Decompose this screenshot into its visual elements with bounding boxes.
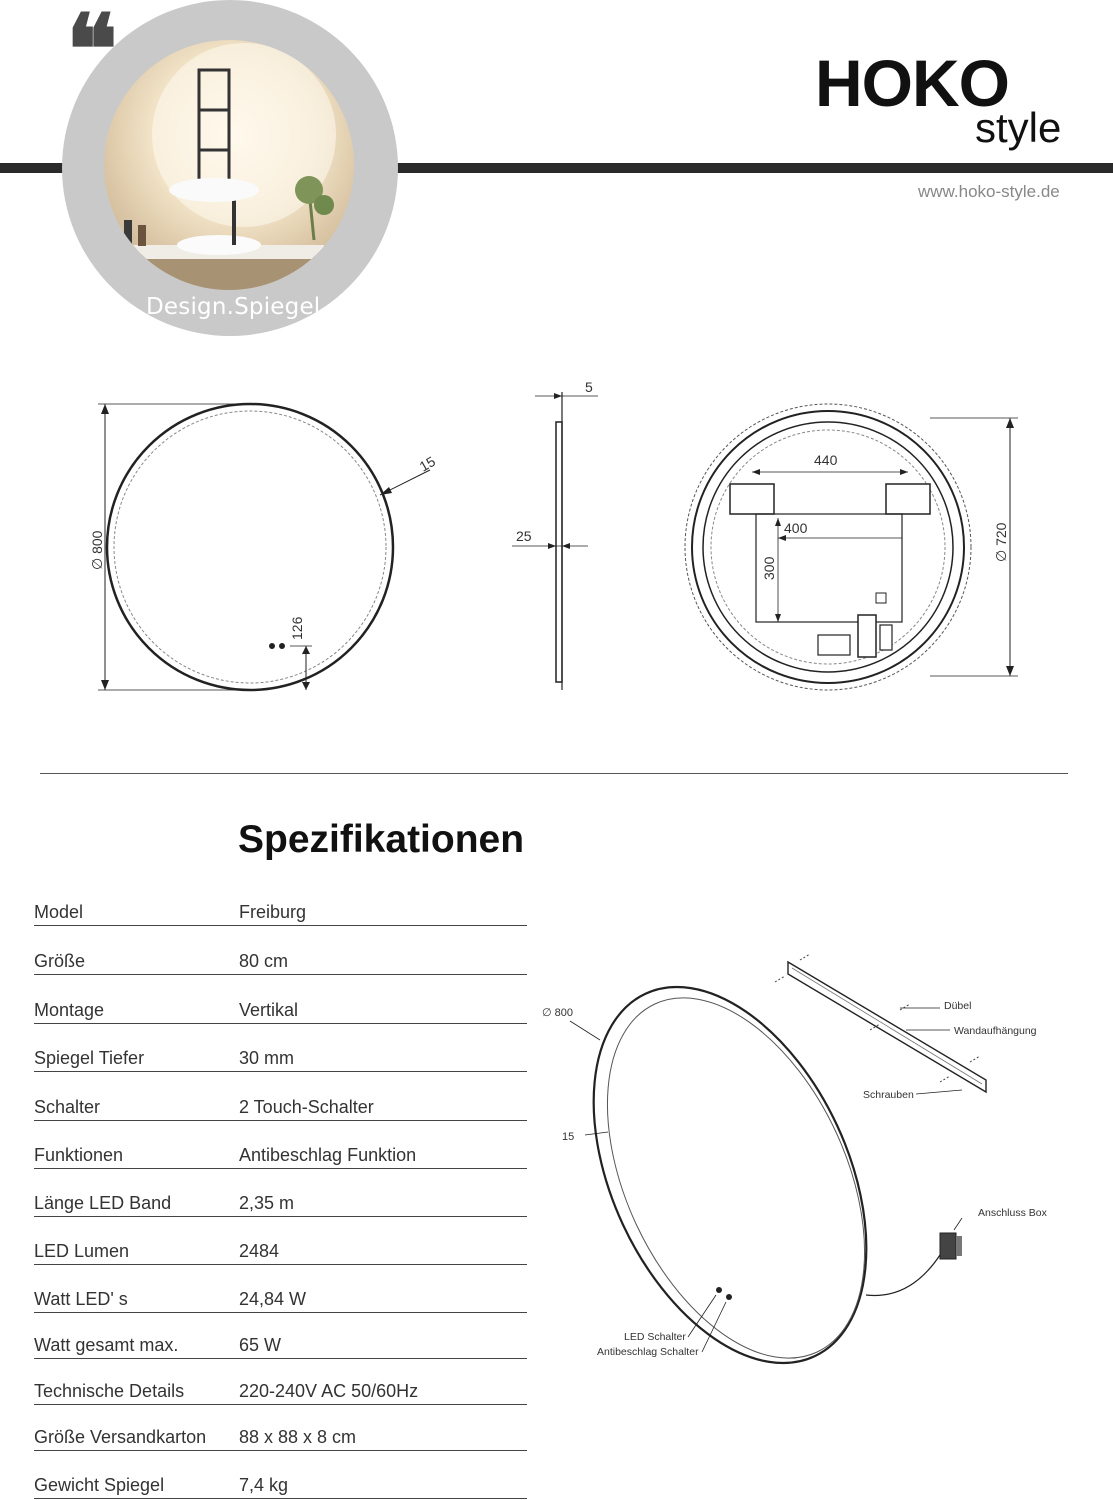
front-diameter-label: ∅ 800 bbox=[89, 530, 105, 570]
connection-box bbox=[866, 1218, 962, 1296]
back-width-top-label: 440 bbox=[814, 452, 838, 468]
brand-logo-sub: style bbox=[975, 104, 1062, 151]
spec-row bbox=[34, 1186, 527, 1217]
brand-logo: HOKO bbox=[815, 46, 1009, 120]
iso-wall-mount-label: Wandaufhängung bbox=[954, 1025, 1037, 1037]
front-frame-label: 15 bbox=[416, 452, 438, 475]
spec-value: Freiburg bbox=[239, 902, 307, 922]
back-width-inner-label: 400 bbox=[784, 520, 808, 536]
spec-value: 80 cm bbox=[239, 951, 289, 971]
spec-row bbox=[34, 1282, 527, 1313]
back-diameter-label: ∅ 720 bbox=[993, 522, 1009, 562]
iso-antifog-switch-label: Antibeschlag Schalter bbox=[597, 1346, 699, 1358]
spec-value: 65 W bbox=[239, 1335, 282, 1355]
spec-label: Größe bbox=[34, 951, 86, 971]
iso-frame-label: 15 bbox=[562, 1131, 575, 1143]
front-view-drawing bbox=[89, 404, 438, 690]
spec-row bbox=[34, 944, 527, 975]
spec-label: Model bbox=[34, 902, 84, 922]
spec-value: 88 x 88 x 8 cm bbox=[239, 1427, 357, 1447]
spec-row bbox=[34, 1090, 527, 1121]
spec-label: Spiegel Tiefer bbox=[34, 1048, 145, 1068]
hero-caption: Design.Spiegel bbox=[146, 294, 321, 320]
spec-label: LED Lumen bbox=[34, 1241, 130, 1261]
spec-row bbox=[34, 1328, 527, 1359]
spec-label: Schalter bbox=[34, 1097, 101, 1117]
spec-row bbox=[34, 895, 527, 926]
spec-value: 30 mm bbox=[239, 1048, 295, 1068]
side-depth-label: 25 bbox=[516, 528, 532, 544]
specs-title: Spezifikationen bbox=[238, 818, 525, 861]
spec-value: 24,84 W bbox=[239, 1289, 307, 1309]
side-thickness-label: 5 bbox=[585, 379, 593, 395]
spec-value: 2,35 m bbox=[239, 1193, 295, 1213]
section-divider bbox=[40, 773, 1068, 774]
mounting-drawing bbox=[530, 950, 1113, 1370]
spec-row bbox=[34, 1041, 527, 1072]
quote-icon: ❝ bbox=[66, 0, 118, 106]
iso-led-switch-label: LED Schalter bbox=[624, 1331, 686, 1343]
spec-label: Funktionen bbox=[34, 1145, 124, 1165]
spec-value: Vertikal bbox=[239, 1000, 299, 1020]
spec-label: Größe Versandkarton bbox=[34, 1427, 207, 1447]
front-switch-height-label: 126 bbox=[289, 616, 305, 640]
spec-row bbox=[34, 1374, 527, 1405]
spec-value: 2484 bbox=[239, 1241, 280, 1261]
spec-row bbox=[34, 1234, 527, 1265]
spec-label: Länge LED Band bbox=[34, 1193, 172, 1213]
hero-image bbox=[104, 40, 354, 290]
iso-box-label: Anschluss Box bbox=[978, 1207, 1047, 1219]
iso-diameter-label: ∅ 800 bbox=[542, 1007, 573, 1019]
spec-value: 2 Touch-Schalter bbox=[239, 1097, 374, 1117]
back-view-drawing bbox=[685, 404, 1018, 690]
spec-value: Antibeschlag Funktion bbox=[239, 1145, 417, 1165]
spec-label: Technische Details bbox=[34, 1381, 185, 1401]
spec-row bbox=[34, 993, 527, 1024]
spec-row bbox=[34, 1468, 527, 1499]
spec-label: Watt gesamt max. bbox=[34, 1335, 179, 1355]
spec-value: 220-240V AC 50/60Hz bbox=[239, 1381, 419, 1401]
iso-dubel-label: Dübel bbox=[944, 1000, 972, 1012]
side-view-drawing bbox=[512, 379, 598, 690]
spec-value: 7,4 kg bbox=[239, 1475, 289, 1495]
technical-drawings bbox=[0, 370, 1113, 710]
website-url: www.hoko-style.de bbox=[918, 182, 1060, 201]
spec-label: Montage bbox=[34, 1000, 105, 1020]
spec-row bbox=[34, 1420, 527, 1451]
back-height-inner-label: 300 bbox=[761, 556, 777, 580]
iso-screws-label: Schrauben bbox=[863, 1089, 914, 1101]
spec-row bbox=[34, 1138, 527, 1169]
spec-label: Gewicht Spiegel bbox=[34, 1475, 165, 1495]
spec-label: Watt LED' s bbox=[34, 1289, 128, 1309]
